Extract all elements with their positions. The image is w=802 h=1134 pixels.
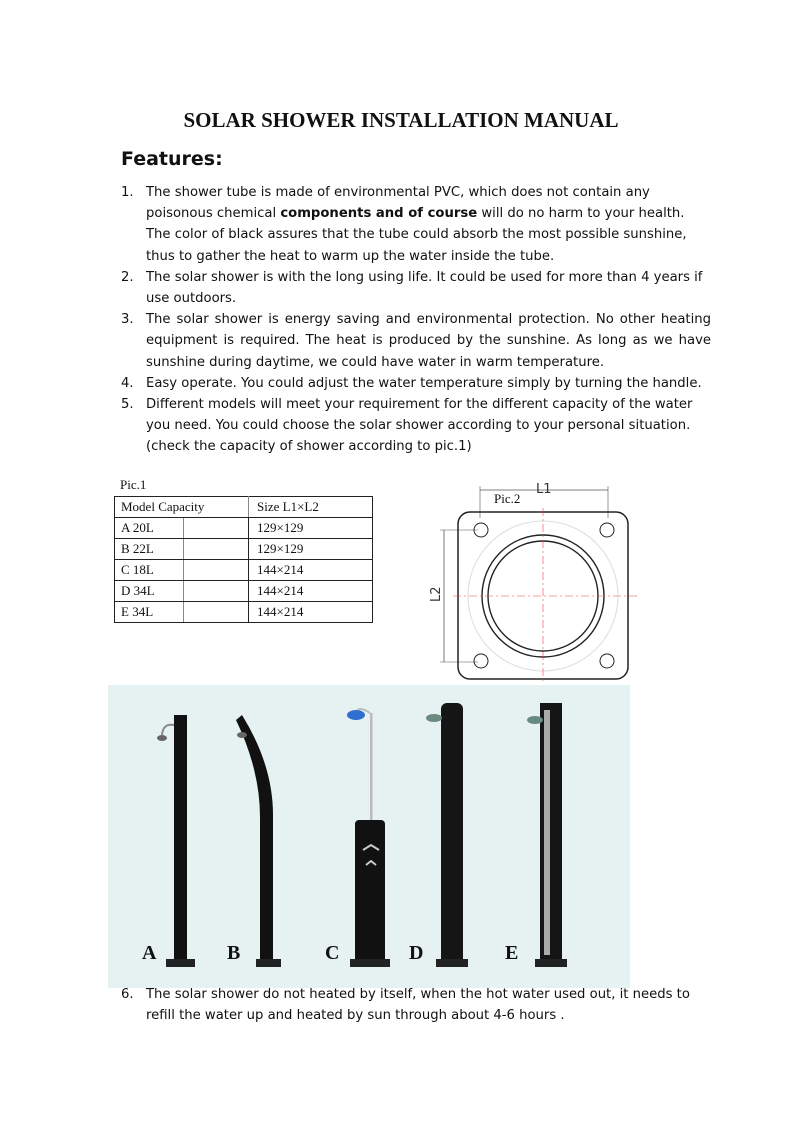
cell: C 18L [115, 560, 184, 581]
item-number: 3. [121, 312, 134, 328]
cell: A 20L [115, 518, 184, 539]
capacity-table [114, 496, 373, 623]
header-cell: Model Capacity [115, 497, 249, 518]
item-number: 5. [121, 397, 134, 413]
pic2-label: Pic.2 [494, 491, 521, 506]
shower-a-image [157, 715, 195, 967]
cell: 129×129 [249, 518, 373, 539]
header-cell: Size L1×L2 [249, 497, 373, 518]
model-label-b: B [227, 942, 241, 964]
item-text: Different models will meet your requirement for the different capacity of the water you need. You could choose the solar shower according to your personal situation.(check the capacity of shower according to pic.1) [146, 397, 693, 455]
item-text: The solar shower is energy saving and environmental protection. No other heating equipment is required. The heat is produced by the sunshine. As long as we have sunshine during daytime, we could have water in warm temperature. [146, 312, 711, 370]
table-row [115, 602, 373, 623]
table-row [115, 560, 373, 581]
features-heading: Features: [121, 148, 223, 170]
shower-b-image [236, 715, 281, 967]
model-label-a: A [142, 942, 157, 964]
item-text: The shower tube is made of environmental PVC, which does not contain any poisonous chemical [146, 185, 650, 222]
feature-item [121, 267, 711, 309]
item-bold-text: components and of course [280, 206, 478, 222]
item-text: will do no harm to your health. The color of black assures that the tube could absorb the most possible sunshine, thus to gather the heat to warm up the water inside the tube. [146, 206, 687, 264]
pic1-label: Pic.1 [120, 477, 147, 492]
table-row [115, 539, 373, 560]
cell [184, 518, 249, 539]
features-list [121, 182, 711, 458]
cell: D 34L [115, 581, 184, 602]
cell: B 22L [115, 539, 184, 560]
l1-label: L1 [536, 482, 552, 497]
cell [184, 581, 249, 602]
table-row [115, 518, 373, 539]
feature-item [121, 394, 711, 458]
feature-item [121, 309, 711, 373]
cell: 144×214 [249, 560, 373, 581]
shower-c-image [347, 709, 390, 967]
item-text: The solar shower is with the long using life. It could be used for more than 4 years if use outdoors. [146, 269, 703, 307]
feature-item [121, 373, 711, 394]
item-number: 1. [121, 185, 134, 200]
table-header [115, 497, 373, 518]
l2-label: L2 [429, 586, 444, 602]
item-number: 2. [121, 269, 134, 285]
shower-d-image [426, 703, 468, 967]
cell [184, 560, 249, 581]
features-list-continued [121, 984, 711, 1026]
model-label-e: E [505, 942, 519, 964]
page-title: SOLAR SHOWER INSTALLATION MANUAL [183, 108, 619, 132]
shower-models-illustration [108, 685, 630, 988]
cell: 129×129 [249, 539, 373, 560]
shower-e-image [527, 703, 567, 967]
feature-item [121, 182, 711, 267]
item-text: The solar shower do not heated by itself, when the hot water used out, it needs to refill the water up and heated by sun through about 4-6 hours . [146, 987, 690, 1024]
feature-item [121, 984, 711, 1026]
cell: E 34L [115, 602, 184, 623]
table-row [115, 581, 373, 602]
cell: 144×214 [249, 602, 373, 623]
item-number: 6. [121, 987, 134, 1002]
base-plate-diagram [418, 478, 638, 683]
model-label-c: C [325, 942, 340, 964]
product-photo [108, 685, 630, 988]
item-number: 4. [121, 375, 134, 391]
model-label-d: D [409, 942, 424, 964]
cell [184, 602, 249, 623]
cell [184, 539, 249, 560]
item-text: Easy operate. You could adjust the water temperature simply by turning the handle. [146, 375, 702, 391]
cell: 144×214 [249, 581, 373, 602]
